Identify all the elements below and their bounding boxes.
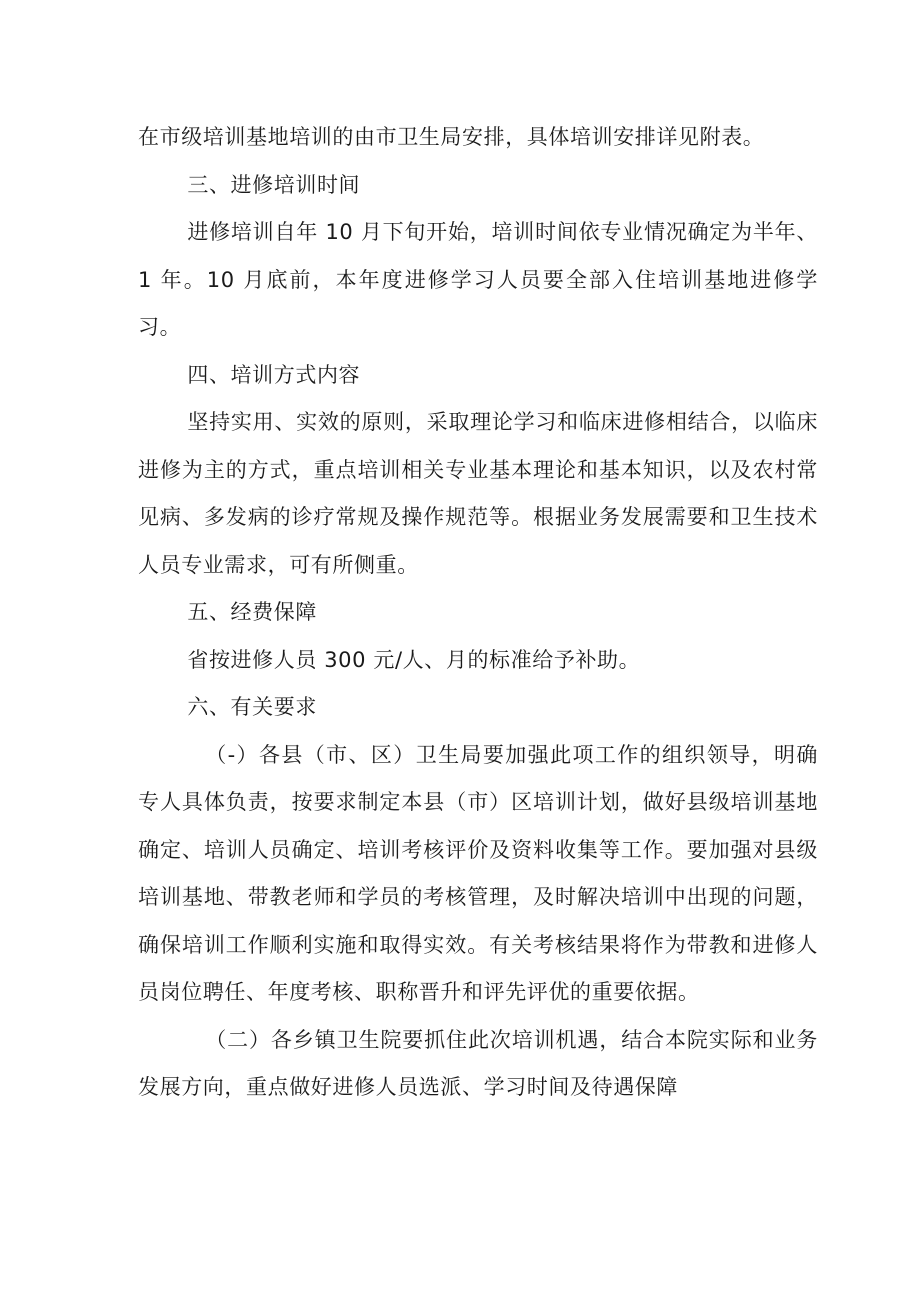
section-heading-6: 六、有关要求: [187, 695, 317, 719]
paragraph-training-method: 坚持实用、实效的原则，采取理论学习和临床进修相结合，以临床进修为主的方式，重点培训相关专业基本理论和基本知识，以及农村常见病、多发病的诊疗常规及操作规范等。根据业务发展需要和卫生技术人员专业需求，可有所侧重。: [138, 410, 818, 577]
paragraph-continued: 在市级培训基地培训的由市卫生局安排，具体培训安排详见附表。: [138, 125, 765, 149]
section-heading-5: 五、经费保障: [187, 600, 317, 624]
paragraph-funding: 省按进修人员 300 元/人、月的标准给予补助。: [187, 647, 641, 672]
section-heading-3: 三、进修培训时间: [187, 172, 361, 197]
paragraph-requirement-2: （二）各乡镇卫生院要抓住此次培训机遇，结合本院实际和业务发展方向，重点做好进修人员选派、学习时间及待遇保障: [138, 1027, 818, 1099]
paragraph-requirement-1: （-）各县（市、区）卫生局要加强此项工作的组织领导，明确专人具体负责，按要求制定本县（市）区培训计划，做好县级培训基地确定、培训人员确定、培训考核评价及资料收集等工作。要加强对县级培训基地、带教老师和学员的考核管理，及时解决培训中出现的问题，确保培训工作顺利实施和取得实效。有关考核结果将作为带教和进修人员岗位聘任、年度考核、职称晋升和评先评优的重要依据。: [138, 742, 818, 1004]
section-heading-4: 四、培训方式内容: [187, 362, 361, 387]
document-body: [138, 114, 818, 1112]
paragraph-training-time: 进修培训自年 10 月下旬开始，培训时间依专业情况确定为半年、1 年。10 月底前，本年度进修学习人员要全部入住培训基地进修学习。: [138, 220, 818, 339]
